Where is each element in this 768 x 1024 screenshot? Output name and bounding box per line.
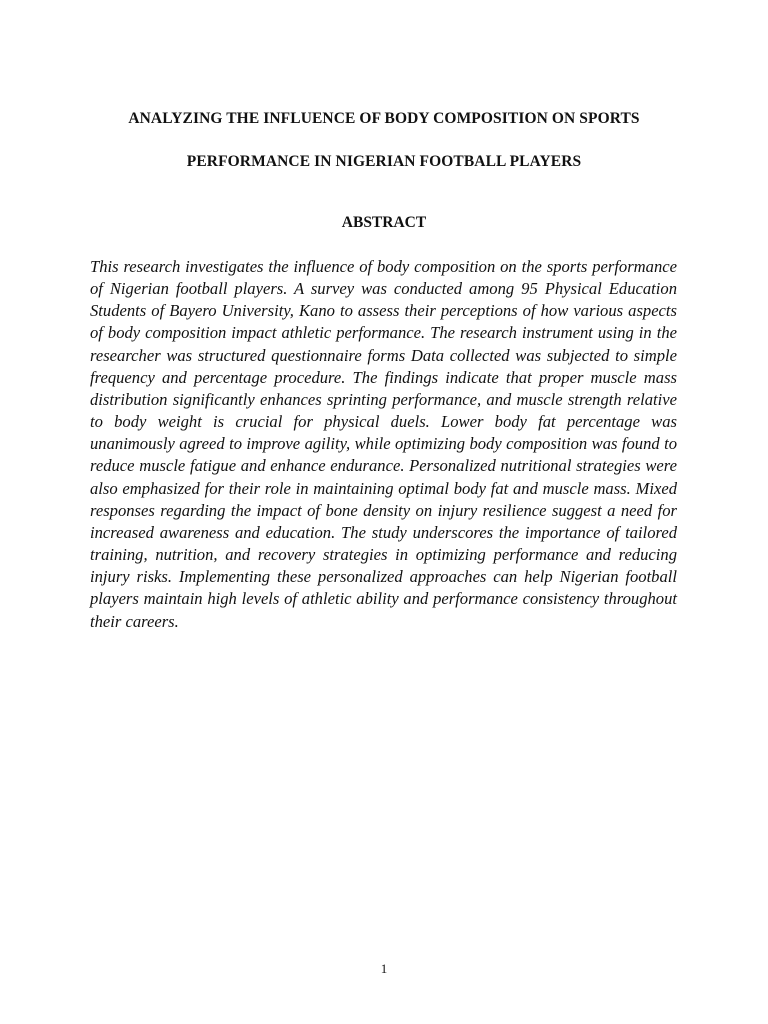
abstract-paragraph: This research investigates the influence of body composition on the sports performance of Nigerian football players. A survey was conducted among 95 Physical Education Students of Bayero University, Kano to assess their perceptions of how various aspects of body composition impact athletic performance. The research instrument using in the researcher was structured questionnaire forms Data collected was subjected to simple frequency and percentage procedure. The findings indicate that proper muscle mass distribution significantly enhances sprinting performance, and muscle strength relative to body weight is crucial for physical duels. Lower body fat percentage was unanimously agreed to improve agility, while optimizing body composition was found to reduce muscle fatigue and enhance endurance. Personalized nutritional strategies were also emphasized for their role in maintaining optimal body fat and muscle mass. Mixed responses regarding the impact of bone density on injury resilience suggest a need for increased awareness and education. The study underscores the importance of tailored training, nutrition, and recovery strategies in optimizing performance and reducing injury risks. Implementing these personalized approaches can help Nigerian football players maintain high levels of athletic ability and performance consistency throughout their careers.: [90, 257, 677, 631]
document-title-line-2: PERFORMANCE IN NIGERIAN FOOTBALL PLAYERS: [186, 153, 582, 170]
page-number: 1: [380, 961, 388, 976]
document-title-line-1: ANALYZING THE INFLUENCE OF BODY COMPOSITION ON SPORTS: [128, 110, 640, 127]
abstract-heading: ABSTRACT: [341, 214, 427, 231]
